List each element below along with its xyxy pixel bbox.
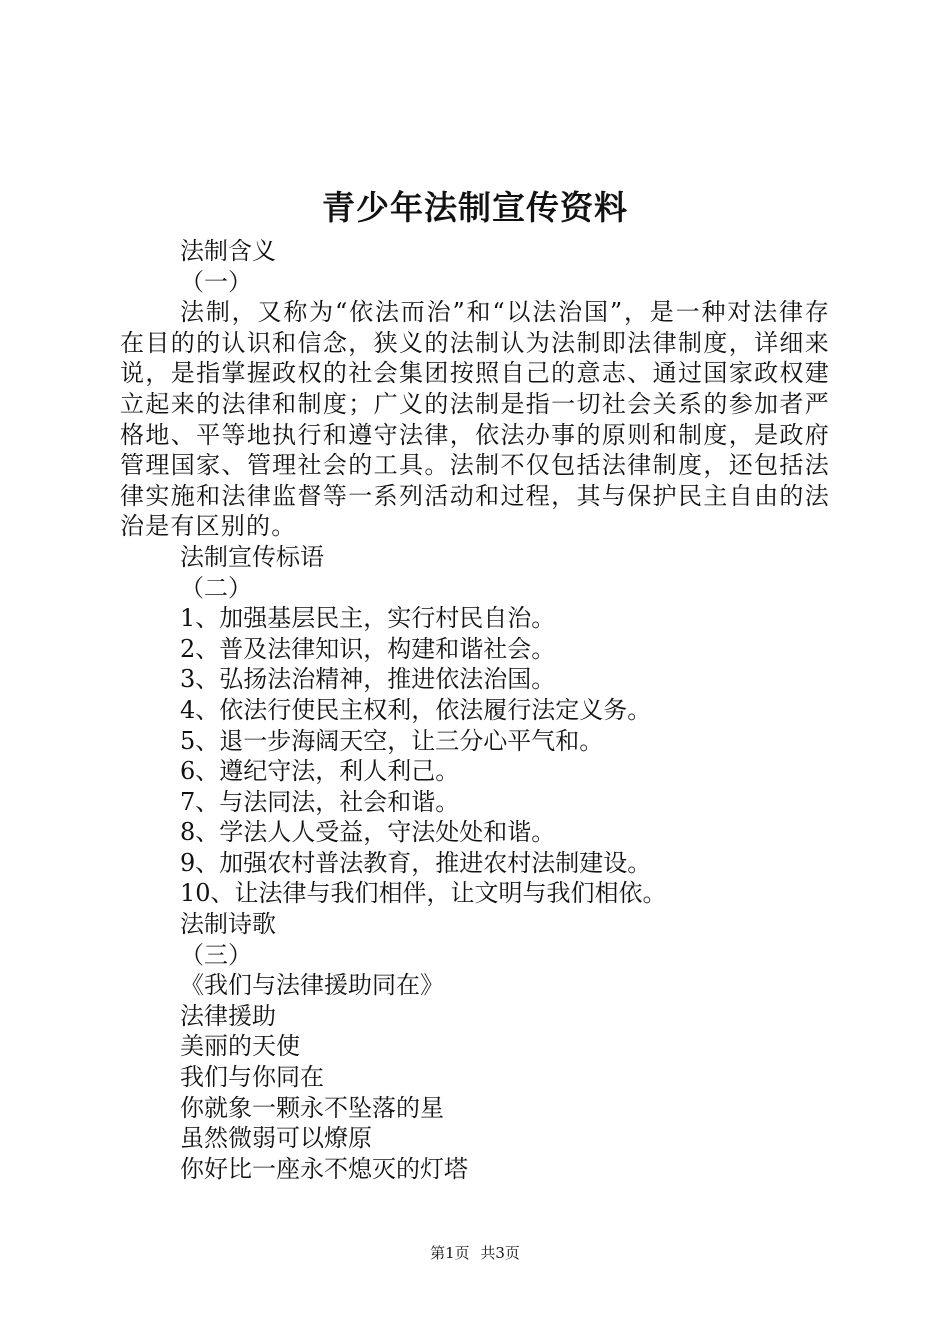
poem-line: 我们与你同在	[180, 1063, 324, 1092]
poem-title: 《我们与法律援助同在》	[180, 971, 444, 1000]
section-number: （三）	[180, 940, 252, 969]
slogan-item: 10、让法律与我们相伴，让文明与我们相依。	[180, 879, 667, 908]
slogan-item: 2、普及法律知识，构建和谐社会。	[180, 634, 556, 663]
slogan-item: 4、依法行使民主权利，依法履行法定义务。	[180, 695, 652, 724]
poem-line: 虽然微弱可以燎原	[180, 1124, 372, 1153]
page-total: 共3页	[480, 1244, 520, 1262]
poem-line: 美丽的天使	[180, 1032, 300, 1061]
slogan-item: 5、退一步海阔天空，让三分心平气和。	[180, 726, 604, 755]
section-heading: 法制宣传标语	[180, 542, 324, 571]
section-heading: 法制诗歌	[180, 910, 276, 939]
slogan-item: 6、遵纪守法，利人利己。	[180, 757, 460, 786]
page-footer	[0, 1243, 950, 1263]
section-number: （一）	[180, 267, 252, 296]
section-heading: 法制含义	[180, 237, 276, 265]
poem-line: 你就象一颗永不坠落的星	[180, 1093, 444, 1122]
definition-paragraph: 法制，又称为“依法而治”和“以法治国”，是一种对法律存在目的的认识和信念，狭义的法制认为法制即法律制度，详细来说，是指掌握政权的社会集团按照自己的意志、通过国家政权建立起来的法律和制度；广义的法制是指一切社会关系的参加者严格地、平等地执行和遵守法律，依法办事的原则和制度，是政府管理国家、管理社会的工具。法制不仅包括法律制度，还包括法律实施和法律监督等一系列活动和过程，其与保护民主自由的法治是有区别的。	[120, 298, 830, 541]
slogan-item: 9、加强农村普法教育，推进农村法制建设。	[180, 848, 652, 877]
poem-line: 法律援助	[180, 1001, 276, 1030]
slogan-item: 3、弘扬法治精神，推进依法治国。	[180, 665, 556, 694]
section-number: （二）	[180, 573, 252, 602]
document-title: 青少年法制宣传资料	[322, 188, 628, 227]
slogan-item: 7、与法同法，社会和谐。	[180, 787, 460, 816]
document-body	[120, 236, 830, 1184]
page-number: 第1页	[430, 1244, 470, 1262]
slogan-item: 8、学法人人受益，守法处处和谐。	[180, 818, 556, 847]
poem-line: 你好比一座永不熄灭的灯塔	[180, 1154, 468, 1183]
slogan-item: 1、加强基层民主，实行村民自治。	[180, 604, 556, 633]
